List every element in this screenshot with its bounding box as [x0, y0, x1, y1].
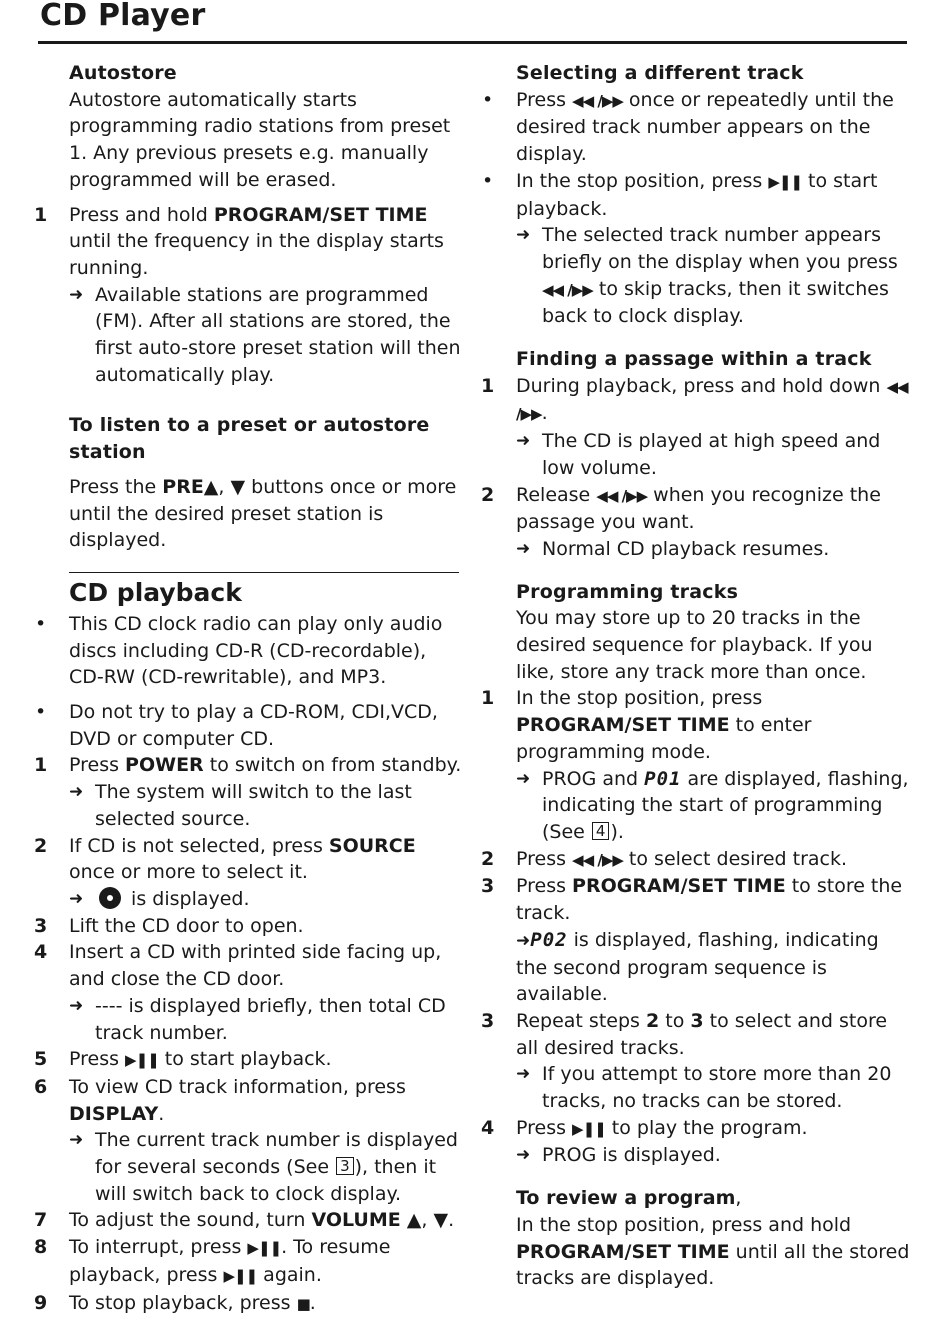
arrow-icon: ➜	[516, 768, 531, 789]
listen-text-pre: Press the	[69, 475, 163, 498]
result-text: The selected track number appears briefly on the display when you press	[542, 224, 898, 273]
cd-step-7	[34, 1207, 464, 1234]
program-step-3-repeat-result	[481, 1061, 911, 1114]
step-text: In the stop position, press	[516, 687, 763, 710]
step-number: 4	[481, 1116, 495, 1139]
autostore-intro: Autostore automatically starts programming radio stations from preset 1. Any previous presets e.g. manually programmed will be erased.	[69, 88, 451, 191]
review-text-1: In the stop position, press and hold	[516, 1213, 852, 1236]
step-text: Press and hold	[69, 203, 214, 226]
programming-intro: You may store up to 20 tracks in the desired sequence for playback. If you like, store any track more than once.	[516, 607, 873, 683]
pre-button-label: PRE▲	[162, 475, 219, 498]
result-text: The system will switch to the last selected source.	[95, 781, 412, 830]
power-label: POWER	[125, 754, 204, 777]
arrow-icon: ➜	[516, 431, 531, 452]
bullet-text: Press	[516, 88, 573, 111]
step-number: 7	[34, 1209, 48, 1232]
bullet-text: In the stop position, press	[516, 169, 769, 192]
result-text: The CD is played at high speed and low volume.	[542, 430, 881, 479]
skip-back-forward-icon: ◀◀ /▶▶	[542, 280, 593, 299]
select-bullet-2	[481, 168, 911, 222]
programming-heading: Programming tracks	[516, 580, 739, 603]
program-step-4-result	[481, 1142, 911, 1169]
cd-playback-title: CD playback	[69, 577, 242, 607]
cd-bullet-1	[34, 611, 464, 691]
step-text: to enter programming mode.	[516, 714, 812, 763]
result-text: is displayed, flashing, indicating the second program sequence is available.	[516, 928, 879, 1006]
step-number: 2	[34, 834, 48, 857]
step-text: Press	[69, 1048, 126, 1071]
arrow-icon: ➜	[516, 225, 531, 246]
step-number: 1	[34, 203, 48, 226]
arrow-icon: ➜	[516, 538, 531, 559]
review-heading-comma: ,	[735, 1187, 742, 1210]
step-number: 4	[34, 941, 48, 964]
step-text: again.	[257, 1263, 322, 1286]
step-number: 1	[481, 687, 495, 710]
step-text: to select desired track.	[622, 847, 848, 870]
cd-step-4	[34, 939, 464, 992]
arrow-icon: ➜	[69, 1130, 84, 1151]
arrow-icon: ➜	[69, 995, 84, 1016]
program-set-time-label: PROGRAM/SET TIME	[572, 875, 786, 898]
result-text: Normal CD playback resumes.	[542, 537, 830, 560]
figure-reference-4: 4	[592, 822, 610, 840]
program-set-time-label: PROGRAM/SET TIME	[516, 1240, 730, 1263]
step-number: 3	[481, 875, 495, 898]
step-text: Press	[516, 875, 573, 898]
step-text: If CD is not selected, press	[69, 834, 329, 857]
skip-back-forward-icon: ◀◀ /▶▶	[572, 850, 623, 869]
result-text: Available stations are programmed (FM). After all stations are stored, the first auto-store preset station will then automatically play.	[95, 283, 461, 386]
play-pause-icon: ▶❚❚	[572, 1119, 606, 1138]
figure-reference-3: 3	[336, 1157, 354, 1175]
left-column	[34, 60, 464, 1317]
arrow-icon: ➜	[516, 930, 531, 951]
review-heading	[481, 1185, 911, 1212]
bullet-text: once or repeatedly until the desired track number appears on the display.	[516, 88, 894, 166]
find-step-2-result	[481, 536, 911, 563]
step-text: Release	[516, 483, 597, 506]
volume-label: VOLUME	[311, 1209, 401, 1232]
step-number: 3	[481, 1009, 495, 1032]
step-text: . To resume playback, press	[69, 1236, 391, 1286]
step-number: 2	[481, 847, 495, 870]
step-text: until the frequency in the display starts running.	[69, 230, 444, 279]
play-pause-icon: ▶❚❚	[247, 1239, 282, 1258]
listen-heading: To listen to a preset or autostore station	[69, 414, 430, 464]
bullet-icon: •	[35, 612, 47, 635]
bullet-text: to start playback.	[516, 169, 878, 220]
skip-back-forward-icon: ◀◀ /▶▶	[596, 486, 648, 505]
lcd-p01-display: P01	[644, 767, 682, 790]
step-number: 1	[34, 754, 48, 777]
cd-step-1	[34, 752, 464, 779]
step-text: Lift the CD door to open.	[69, 914, 304, 937]
step-text: ▲, ▼.	[400, 1209, 455, 1232]
listen-text	[34, 474, 464, 554]
arrow-icon: ➜	[516, 1145, 531, 1166]
review-text-post: until all the stored tracks are displayed.	[516, 1240, 910, 1290]
cd-bullet-2	[34, 699, 464, 752]
find-step-1	[481, 373, 911, 428]
program-step-4	[481, 1115, 911, 1143]
step-text: During playback, press and hold down	[516, 374, 887, 397]
bullet-icon: •	[482, 88, 494, 111]
step-text: to switch on from standby.	[203, 754, 462, 777]
play-pause-icon: ▶❚❚	[223, 1266, 258, 1285]
step-text: when you recognize the passage you want.	[516, 483, 881, 534]
find-step-2	[481, 482, 911, 536]
arrow-icon: ➜	[69, 782, 84, 803]
step-text: Press	[69, 754, 126, 777]
autostore-heading: Autostore	[69, 62, 177, 84]
bullet-icon: •	[35, 701, 47, 724]
select-track-heading: Selecting a different track	[516, 62, 804, 84]
bullet-text: Do not try to play a CD-ROM, CDI,VCD, DVD or computer CD.	[69, 701, 438, 750]
listen-text-post: , ▼ buttons once or more until the desired preset station is displayed.	[69, 475, 457, 552]
cd-step-8	[34, 1234, 464, 1289]
cd-step-6	[34, 1074, 464, 1127]
page-title: CD Player	[40, 0, 206, 33]
autostore-step-1	[34, 202, 464, 282]
bullet-icon: •	[482, 169, 494, 192]
review-heading-text: To review a program	[516, 1187, 736, 1210]
step-text: .	[309, 1291, 316, 1314]
skip-back-forward-icon: ◀◀ /▶▶	[572, 91, 623, 110]
step-ref-3: 3	[690, 1009, 704, 1032]
result-text: are displayed, flashing, indicating the start of programming (See	[542, 767, 909, 843]
review-text-2	[481, 1239, 911, 1292]
program-step-1	[481, 685, 911, 765]
step-text: to store the track.	[516, 875, 903, 925]
select-bullet-1	[481, 87, 911, 168]
bullet-text: This CD clock radio can play only audio discs including CD-R (CD-recordable), CD-RW (CD-rewritable), and MP3.	[69, 612, 443, 689]
result-text: ).	[610, 820, 624, 843]
result-text: If you attempt to store more than 20 tracks, no tracks can be stored.	[542, 1063, 892, 1113]
step-number: 6	[34, 1075, 48, 1098]
program-set-time-label: PROGRAM/SET TIME	[516, 714, 730, 737]
step-text: Insert a CD with printed side facing up, and close the CD door.	[69, 941, 442, 991]
step-ref-2: 2	[645, 1009, 660, 1032]
arrow-icon: ➜	[516, 1064, 531, 1085]
right-column	[481, 60, 911, 1292]
step-text: .	[541, 402, 548, 425]
program-set-time-label: PROGRAM/SET TIME	[213, 203, 428, 226]
arrow-icon: ➜	[69, 888, 84, 909]
source-label: SOURCE	[328, 834, 416, 857]
program-step-2	[481, 846, 911, 874]
step-text: To interrupt, press	[69, 1236, 248, 1259]
result-text: ), then it will switch back to clock display.	[95, 1156, 437, 1205]
result-text: is displayed.	[131, 887, 250, 910]
cd-step-6-result	[34, 1127, 464, 1207]
stop-icon: ■	[296, 1294, 310, 1313]
cd-step-4-result	[34, 993, 464, 1046]
cd-step-2	[34, 833, 464, 886]
step-text: Press	[516, 847, 573, 870]
select-bullet-2-result	[481, 222, 911, 330]
title-rule	[38, 41, 907, 44]
step-text: To view CD track information, press	[69, 1075, 406, 1098]
find-step-1-result	[481, 428, 911, 481]
program-step-3-repeat	[481, 1008, 911, 1061]
play-pause-icon: ▶❚❚	[768, 172, 802, 191]
step-text: to select and store all desired tracks.	[516, 1009, 888, 1059]
cd-step-5	[34, 1046, 464, 1074]
autostore-step-1-result	[34, 282, 464, 389]
step-text: Press	[516, 1116, 573, 1139]
step-text: To stop playback, press	[69, 1291, 297, 1314]
cd-step-1-result	[34, 779, 464, 832]
arrow-icon: ➜	[69, 284, 84, 305]
step-number: 3	[34, 914, 48, 937]
step-number: 1	[481, 374, 495, 397]
display-label: DISPLAY	[69, 1102, 159, 1125]
step-number: 2	[481, 483, 495, 506]
step-text: Repeat steps	[516, 1009, 646, 1032]
find-passage-heading: Finding a passage within a track	[516, 348, 872, 371]
cd-step-3	[34, 913, 464, 940]
program-step-1-result	[481, 766, 911, 846]
step-text: to	[659, 1009, 691, 1032]
lcd-p02-display: P02	[530, 928, 568, 951]
cd-step-2-result	[34, 886, 464, 913]
step-text: to start playback.	[158, 1048, 332, 1071]
step-text: .	[158, 1102, 165, 1125]
result-text: to skip tracks, then it switches back to clock display.	[542, 277, 889, 328]
skip-back-forward-icon: ◀◀ /▶▶	[516, 377, 908, 424]
play-pause-icon: ▶❚❚	[125, 1051, 159, 1070]
result-text: PROG and	[542, 767, 645, 790]
step-text: to play the program.	[605, 1116, 808, 1139]
result-text: The current track number is displayed for several seconds (See	[95, 1129, 458, 1179]
step-text: once or more to select it.	[69, 861, 308, 884]
step-number: 9	[34, 1291, 48, 1314]
step-number: 5	[34, 1048, 48, 1071]
section-divider	[69, 572, 459, 573]
step-number: 8	[34, 1236, 48, 1259]
cd-step-9	[34, 1290, 464, 1318]
result-text: ---- is displayed briefly, then total CD track number.	[95, 994, 446, 1044]
program-step-3	[481, 873, 911, 926]
result-text: PROG is displayed.	[542, 1144, 721, 1167]
program-step-3-result	[481, 927, 911, 1008]
step-text: To adjust the sound, turn	[69, 1209, 312, 1232]
disc-icon	[99, 887, 121, 909]
